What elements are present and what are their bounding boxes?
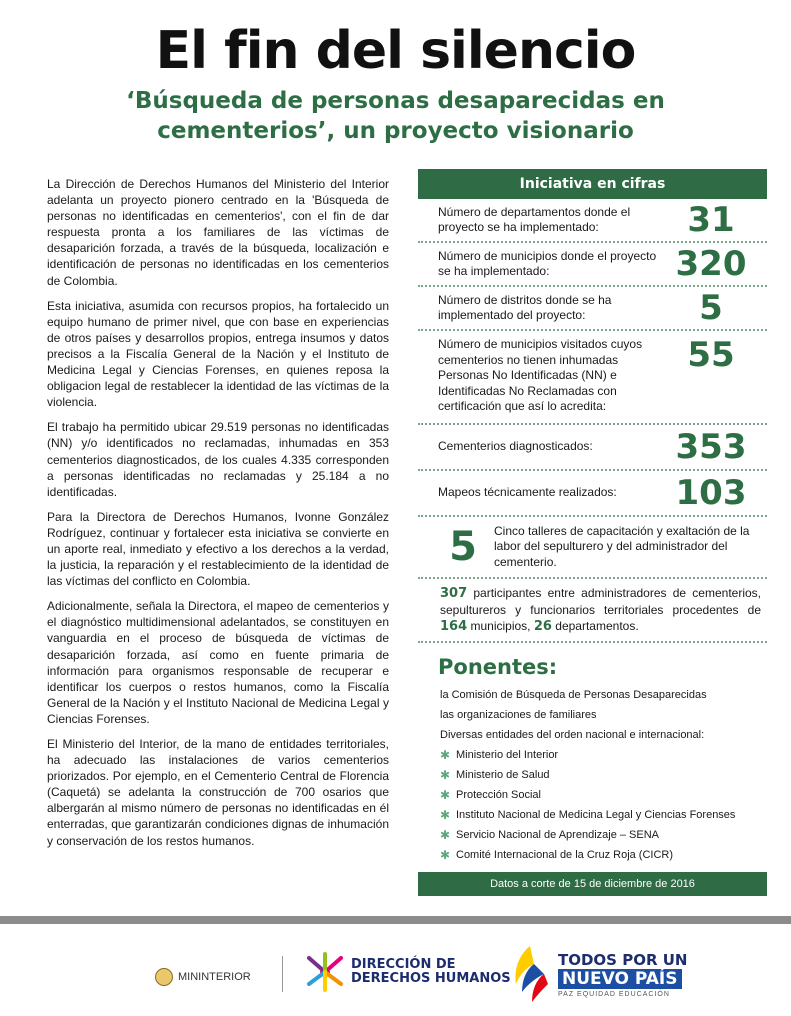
list-item	[440, 745, 767, 765]
stat-row-departamentos	[418, 199, 767, 243]
stat-row-distritos	[418, 287, 767, 331]
mininterior-label: MININTERIOR	[178, 971, 251, 983]
tpnp-logo	[510, 944, 687, 1006]
list-item	[440, 845, 767, 865]
coat-of-arms-icon	[155, 968, 173, 986]
ddhh-label-1: DIRECCIÓN DE	[351, 957, 456, 972]
talleres-number: 5	[449, 524, 477, 570]
ponente-line-3: Diversas entidades del orden nacional e internacional:	[440, 729, 705, 741]
stat-row-mapeos	[418, 471, 767, 517]
paragraph-5: Adicionalmente, señala la Directora, el mapeo de cementerios y el diagnóstico multidimensional adelantados, se constituyen en vanguardia en el proceso de búsqueda de víctimas de desaparición forzada, así como en fuente primaria de información para organismos responsable de recuperar e identificar los cuerpos o restos humanos, como la Fiscalía General de la Nación y el Instituto Nacional de Medicina Legal y Ciencias Forenses.	[47, 599, 389, 726]
list-item	[440, 805, 767, 825]
tpnp-label-2: NUEVO PAÍS	[558, 969, 682, 989]
mininterior-logo	[155, 968, 251, 986]
participantes-number: 307	[440, 586, 468, 601]
ddhh-figures-icon	[305, 952, 345, 992]
participantes-text-2: municipios,	[467, 619, 534, 633]
asterisk-icon: ✱	[440, 768, 451, 782]
logo-separator	[282, 956, 283, 992]
footer-logos	[0, 938, 791, 1008]
paragraph-6: El Ministerio del Interior, de la mano de entidades territoriales, ha adecuado las instalaciones de varios cementerios priorizados. Por ejemplo, en el Cementerio Central de Florencia (Caquetá) se adelanta la construcción de 700 osarios que albergarán al mismo número de personas no identificadas en él enterradas, que garantizarán condiciones dignas de inhumación y conservación de los restos humanos.	[47, 737, 389, 848]
tpnp-emblem-icon	[510, 944, 550, 1006]
asterisk-icon: ✱	[440, 828, 451, 842]
asterisk-icon: ✱	[440, 808, 451, 822]
stat-value: 55	[687, 335, 735, 375]
entity-label: Ministerio de Salud	[456, 769, 550, 781]
talleres-text: Cinco talleres de capacitación y exaltación de la labor del sepulturero y del administrador del cementerio.	[494, 523, 750, 569]
stat-value: 31	[687, 200, 735, 240]
stat-row-cementerios	[418, 425, 767, 471]
ponente-line-1: la Comisión de Búsqueda de Personas Desaparecidas	[440, 689, 707, 701]
ponentes-heading: Ponentes:	[438, 655, 558, 679]
stat-row-municipios	[418, 243, 767, 287]
paragraph-2: Esta iniciativa, asumida con recursos propios, ha fortalecido un equipo humano de primer nivel, que con base en experiencias de otros países y desarrollos propios, entrega insumos y datos precisos a la Fiscalía General de la Nación y el Instituto de Medicina Legal y Ciencias Forenses, en quienes reposa la obligacion legal de restablecer la identidad de las víctimas de la violencia.	[47, 298, 389, 410]
participantes-text-1: participantes entre administradores de cementerios, sepultureros y funcionarios territoriales procedentes de	[440, 586, 761, 617]
stat-row-sin-nn	[418, 331, 767, 425]
asterisk-icon: ✱	[440, 748, 451, 762]
asterisk-icon: ✱	[440, 788, 451, 802]
list-item	[440, 765, 767, 785]
stat-label: Número de municipios visitados cuyos cementerios no tienen inhumadas Personas No Identificadas (NN) e Identificadas No Reclamadas con certificación que así lo acredita:	[438, 337, 643, 413]
departamentos-number: 26	[533, 619, 552, 634]
stat-label: Número de distritos donde se ha implementado del proyecto:	[438, 292, 612, 322]
stat-value: 320	[675, 244, 747, 284]
entity-label: Instituto Nacional de Medicina Legal y Ciencias Forenses	[456, 809, 736, 821]
stat-value: 353	[675, 427, 747, 467]
page-title: El fin del silencio	[155, 21, 636, 81]
subtitle-line-1: ‘Búsqueda de personas desaparecidas en	[126, 88, 665, 114]
article-body	[47, 176, 389, 858]
ddhh-label-2: DERECHOS HUMANOS	[351, 971, 511, 986]
page-subtitle	[0, 86, 791, 146]
paragraph-4: Para la Directora de Derechos Humanos, Ivonne González Rodríguez, continuar y fortalecer esta iniciativa se convierte en un aporte real, inmediato y efectivo a los derechos a la verdad, la justicia, la reparación y el restablecimiento de la identidad de las víctimas del conflicto en Colombia.	[47, 509, 389, 589]
stats-panel	[418, 169, 767, 865]
subtitle-line-2: cementerios’, un proyecto visionario	[157, 118, 634, 144]
data-cutoff-note: Datos a corte de 15 de diciembre de 2016	[418, 872, 767, 896]
stat-row-talleres	[418, 517, 767, 579]
entities-list	[418, 745, 767, 865]
ddhh-logo	[305, 952, 511, 992]
entity-label: Servicio Nacional de Aprendizaje – SENA	[456, 829, 660, 841]
municipios-number: 164	[440, 619, 468, 634]
footer-divider	[0, 916, 791, 924]
stat-value: 103	[675, 473, 747, 513]
entity-label: Ministerio del Interior	[456, 749, 559, 761]
paragraph-3: El trabajo ha permitido ubicar 29.519 personas no identificadas (NN) y/o identificados no reclamadas, inhumadas en 353 cementerios diagnosticados, de los cuales 4.335 corresponden a personas identificadas no reclamadas y 25.184 a no identificadas.	[47, 420, 389, 499]
paragraph-1: La Dirección de Derechos Humanos del Ministerio del Interior adelanta un proyecto pionero centrado en la 'Búsqueda de personas no identificadas en cementerios', con el fin de dar respuesta pronta a los familiares de las víctimas de desaparición forzada, a través de la búsqueda, localización e identificación de personas no identificadas en los cementerios de Colombia.	[47, 177, 389, 288]
entity-label: Protección Social	[456, 789, 541, 801]
stats-heading: Iniciativa en cifras	[418, 169, 767, 199]
asterisk-icon: ✱	[440, 848, 451, 862]
stat-label: Mapeos técnicamente realizados:	[438, 485, 617, 500]
participantes-text-3: departamentos.	[551, 619, 639, 633]
stat-label: Cementerios diagnosticados:	[438, 439, 593, 454]
list-item	[440, 825, 767, 845]
ponente-line-2: las organizaciones de familiares	[440, 709, 597, 721]
stat-label: Número de municipios donde el proyecto se ha implementado:	[438, 248, 657, 278]
stat-label: Número de departamentos donde el proyecto se ha implementado:	[438, 204, 631, 234]
stat-value: 5	[699, 288, 723, 328]
stat-row-participantes	[418, 579, 767, 643]
entity-label: Comité Internacional de la Cruz Roja (CICR)	[456, 849, 674, 861]
tpnp-tagline: PAZ EQUIDAD EDUCACIÓN	[558, 991, 670, 998]
list-item	[440, 785, 767, 805]
tpnp-label-1: TODOS POR UN	[558, 951, 688, 969]
